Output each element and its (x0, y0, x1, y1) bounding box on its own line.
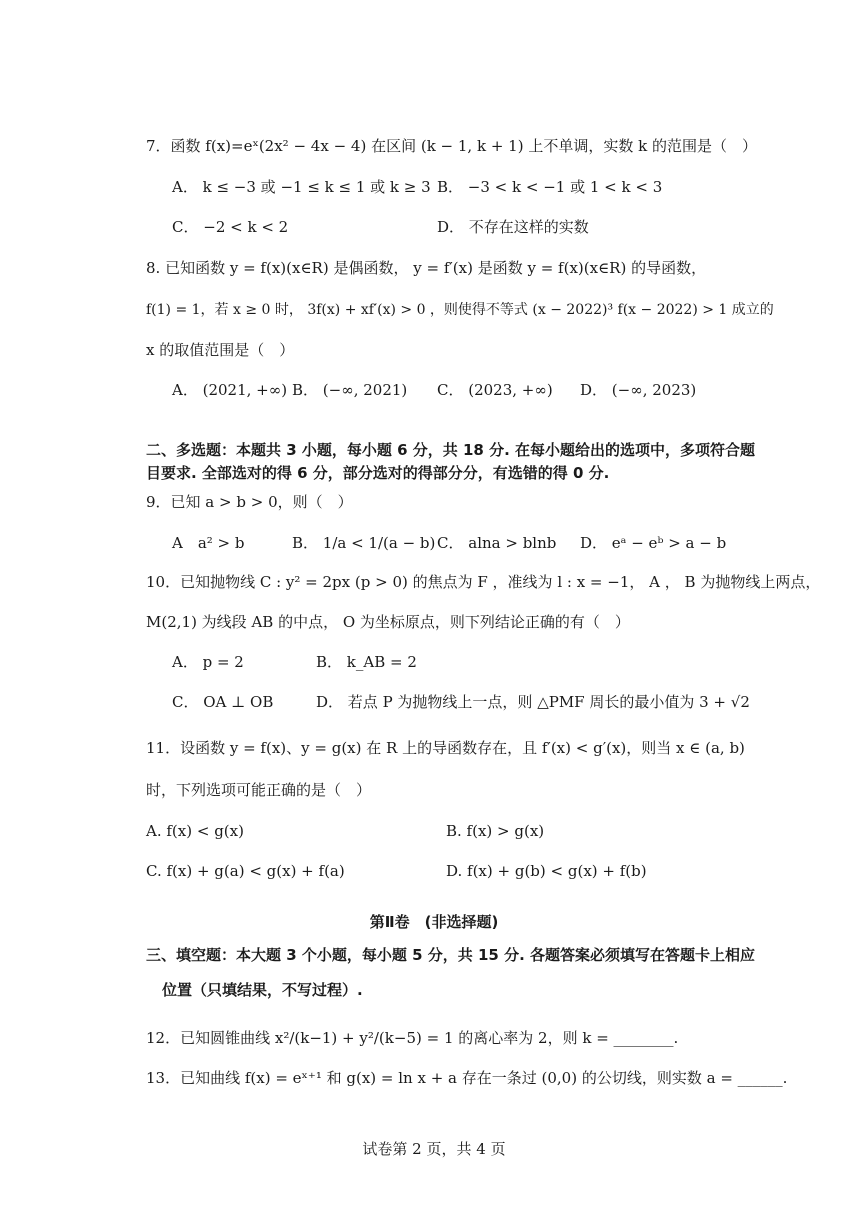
q12-stem: 12．已知圆锥曲线 x²/(k−1) + y²/(k−5) = 1 的离心率为 2，则 k = ________. (146, 1029, 679, 1047)
page-footer: 试卷第 2 页，共 4 页 (362, 1140, 506, 1158)
section2-heading-line1: 二、多选题：本题共 3 小题，每小题 6 分，共 18 分. 在每小题给出的选项中，多项符合题 (146, 441, 756, 459)
q10-option-c: C． OA ⊥ OB (172, 693, 274, 711)
q9-option-a: A a² > b (172, 534, 245, 552)
q8-option-a: A． (2021, +∞) (172, 381, 288, 399)
q7-option-d: D． 不存在这样的实数 (437, 218, 589, 236)
q10-option-d: D． 若点 P 为抛物线上一点，则 △PMF 周长的最小值为 3 + √2 (316, 693, 750, 711)
q10-option-a: A． p = 2 (172, 653, 244, 671)
section3-heading-line1: 三、填空题：本大题 3 个小题，每小题 5 分，共 15 分. 各题答案必须填写在答题卡上相应 (146, 946, 756, 964)
part2-title: 第Ⅱ卷 (非选择题) (369, 913, 499, 931)
q8-stem-line1: 8. 已知函数 y = f(x)(x∈R) 是偶函数， y = f′(x) 是函数 y = f(x)(x∈R) 的导函数， (146, 259, 707, 277)
q11-stem-line1: 11．设函数 y = f(x)、y = g(x) 在 R 上的导函数存在，且 f′(x) < g′(x)，则当 x ∈ (a, b) (146, 739, 745, 757)
q7-option-c: C． −2 < k < 2 (172, 218, 289, 236)
q10-stem-line2: M(2,1) 为线段 AB 的中点， O 为坐标原点，则下列结论正确的有（ ） (146, 613, 630, 631)
q11-option-c: C. f(x) + g(a) < g(x) + f(a) (146, 862, 345, 880)
q13-stem: 13．已知曲线 f(x) = eˣ⁺¹ 和 g(x) = ln x + a 存在一条过 (0,0) 的公切线，则实数 a = ______. (146, 1069, 788, 1087)
q11-stem-line2: 时，下列选项可能正确的是（ ） (146, 781, 372, 799)
q9-option-d: D． eᵃ − eᵇ > a − b (580, 534, 727, 552)
q8-option-d: D． (−∞, 2023) (580, 381, 697, 399)
q8-option-b: B． (−∞, 2021) (292, 381, 408, 399)
q9-stem: 9．已知 a > b > 0，则（ ） (146, 493, 353, 511)
q11-option-b: B. f(x) > g(x) (446, 822, 545, 840)
q7-option-a: A． k ≤ −3 或 −1 ≤ k ≤ 1 或 k ≥ 3 (172, 178, 431, 196)
q8-option-c: C． (2023, +∞) (437, 381, 553, 399)
q8-stem-line3: x 的取值范围是（ ） (146, 341, 295, 359)
section3-heading-line2: 位置（只填结果，不写过程）. (162, 981, 363, 999)
q9-option-b: B． 1/a < 1/(a − b) (292, 534, 436, 552)
q7-stem: 7．函数 f(x)=eˣ(2x² − 4x − 4) 在区间 (k − 1, k + 1) 上不单调，实数 k 的范围是（ ） (146, 137, 757, 155)
q7-option-b: B． −3 < k < −1 或 1 < k < 3 (437, 178, 663, 196)
q9-option-c: C． alna > blnb (437, 534, 557, 552)
section2-heading-line2: 目要求. 全部选对的得 6 分，部分选对的得部分分，有选错的得 0 分. (146, 464, 610, 482)
q10-stem-line1: 10．已知抛物线 C : y² = 2px (p > 0) 的焦点为 F ，准线为 l : x = −1， A ， B 为抛物线上两点， (146, 573, 821, 591)
q11-option-a: A. f(x) < g(x) (146, 822, 244, 840)
q8-stem-line2: f(1) = 1，若 x ≥ 0 时， 3f(x) + xf′(x) > 0 ，则使得不等式 (x − 2022)³ f(x − 2022) > 1 成立的 (146, 302, 774, 318)
q11-option-d: D. f(x) + g(b) < g(x) + f(b) (446, 862, 647, 880)
q10-option-b: B． k_AB = 2 (316, 653, 417, 671)
